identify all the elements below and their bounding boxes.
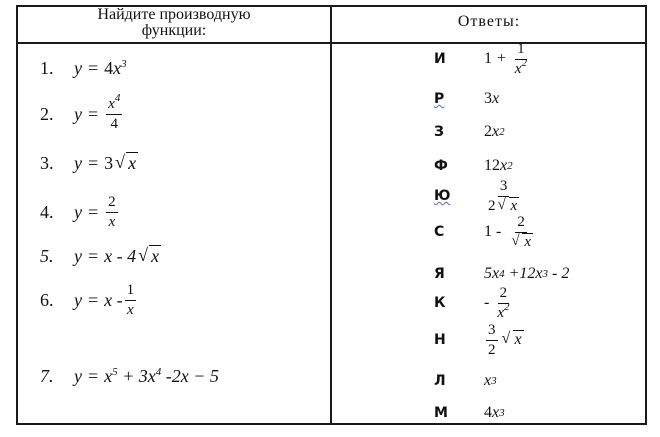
header-tasks-line2: функции: <box>141 22 207 39</box>
answer-letter: Я <box>434 266 445 282</box>
header-tasks <box>18 7 330 39</box>
column-divider <box>330 5 332 425</box>
answer-letter: З <box>434 124 444 140</box>
task-formula: y = $\frac{2}{x}$ <box>74 194 116 230</box>
task-formula: $y = 4x^3$ <box>74 58 127 78</box>
answer-letter: И <box>434 51 446 67</box>
task-3 <box>40 153 138 174</box>
answer-letter: М <box>434 405 448 421</box>
answer-value: - $\frac{2}{x^2}$ <box>484 284 510 321</box>
answer-letter: Ю <box>434 188 451 204</box>
task-number: 2. <box>40 104 54 124</box>
answer-letter: С <box>434 224 445 240</box>
answer-value: $\frac{3}{2√ x}$ <box>484 179 523 214</box>
answer-value: 1 + $\frac{1}{x^2}$ <box>484 40 527 77</box>
header-tasks-line1: Найдите производную <box>97 6 251 23</box>
task-number: 3. <box>40 153 54 173</box>
header-divider <box>16 42 647 44</box>
task-formula: y = x - 4√ x <box>74 246 161 267</box>
task-number: 7. <box>40 366 54 386</box>
task-formula: y = $\frac{x^4}{4}$ <box>74 92 121 132</box>
task-4 <box>40 195 120 230</box>
answer-value: 4 x 3 <box>484 404 505 421</box>
task-number: 4. <box>40 202 54 222</box>
task-number: 5. <box>40 246 54 266</box>
answer-letter: Н <box>434 332 446 348</box>
task-formula: y = 3√ x <box>74 153 138 174</box>
answer-value: 2 x 2 <box>484 123 505 140</box>
answer-value: 3 x <box>484 90 500 107</box>
header-answers: Ответы: <box>457 13 521 30</box>
answer-letter: Ф <box>434 158 448 174</box>
task-number: 1. <box>40 58 54 78</box>
answer-value: 1 - 2 √ x <box>484 215 537 250</box>
task-7 <box>40 366 219 387</box>
task-formula: y = x - $\frac{1}{x}$ <box>74 282 135 318</box>
answer-value: $\frac{3}{2}$ √ x <box>484 323 524 358</box>
task-5 <box>40 246 161 267</box>
task-1 <box>40 58 127 79</box>
answer-value: 12 x 2 <box>484 157 513 174</box>
answer-letter: Л <box>434 373 446 389</box>
task-6 <box>40 283 138 318</box>
task-number: 6. <box>40 290 54 310</box>
answer-letter: К <box>434 295 446 311</box>
task-2 <box>40 92 124 132</box>
answer-letter: Р <box>434 91 445 107</box>
task-formula: $y = x^5 + 3x^4$ -2x − 5 <box>74 366 219 386</box>
answer-value: 5x 4 +12x 3 - 2 <box>484 265 570 282</box>
answer-value: x 3 <box>484 372 497 389</box>
